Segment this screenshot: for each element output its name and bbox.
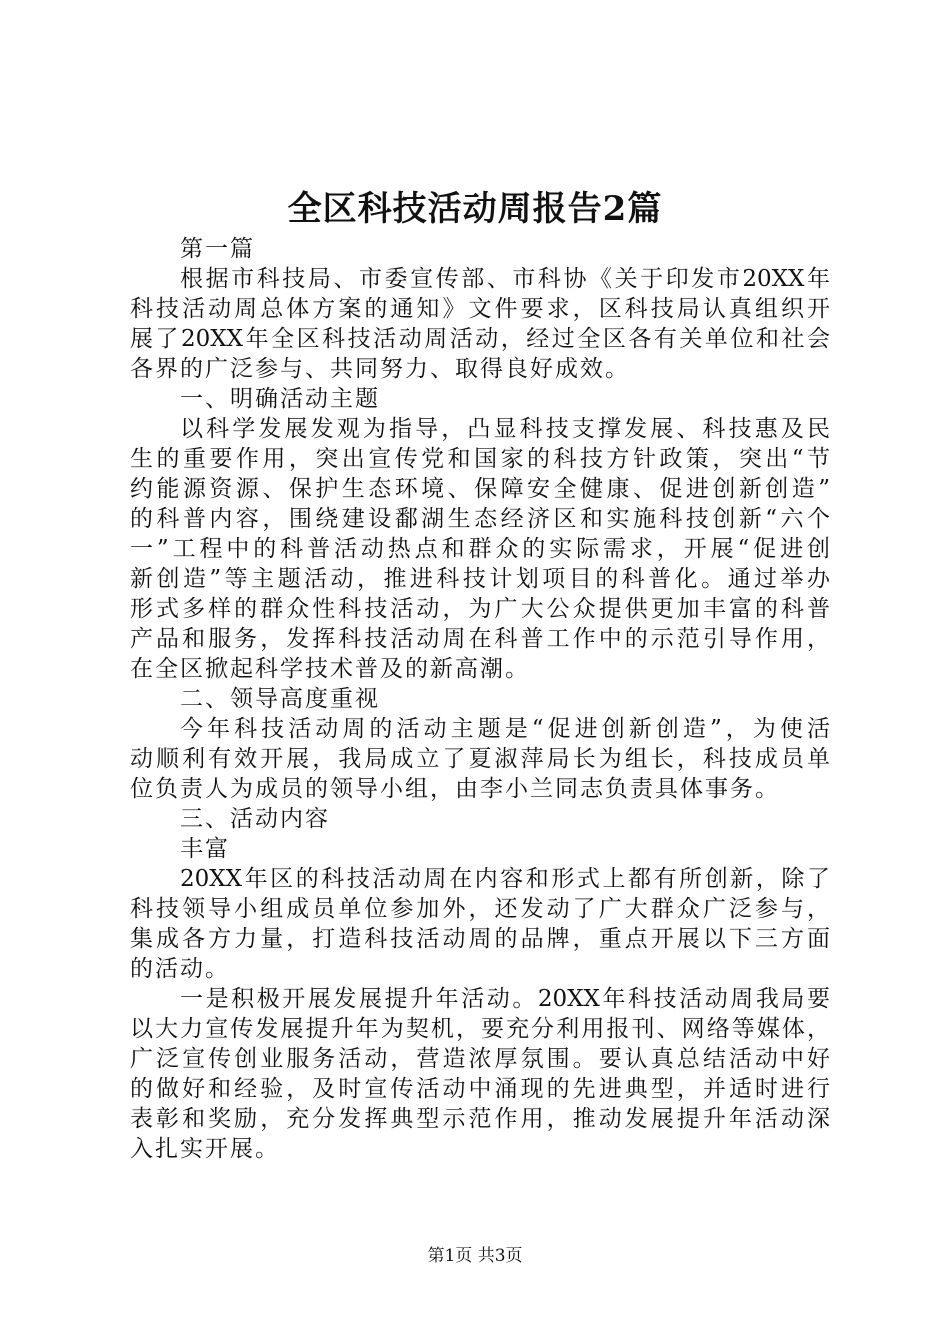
section-heading: 一、明确活动主题 [180, 386, 380, 412]
paragraph-line: 在全区掀起科学技术普及的新高潮。 [130, 656, 530, 682]
paragraph-line: 丰富 [180, 836, 230, 862]
document-body [130, 234, 830, 1164]
paragraph-line: 以大力宣传发展提升年为契机，要充分利用报刊、网络等媒体， [130, 1016, 830, 1042]
paragraph-line: 的科普内容，围绕建设鄱湖生态经济区和实施科技创新“六个 [130, 506, 830, 532]
section-heading: 三、活动内容 [180, 806, 330, 832]
paragraph-line: 生的重要作用，突出宣传党和国家的科技方针政策，突出“节 [130, 446, 830, 472]
paragraph-line: 各界的广泛参与、共同努力、取得良好成效。 [130, 356, 630, 382]
paragraph-line: 产品和服务，发挥科技活动周在科普工作中的示范引导作用， [130, 626, 830, 652]
paragraph-line: 今年科技活动周的活动主题是“促进创新创造”，为使活 [180, 716, 830, 742]
paragraph-line: 一”工程中的科普活动热点和群众的实际需求，开展“促进创 [130, 536, 830, 562]
paragraph-line: 以科学发展发观为指导，凸显科技支撑发展、科技惠及民 [180, 416, 830, 442]
page-footer: 第1页 共3页 [427, 1246, 523, 1266]
paragraph-line: 广泛宣传创业服务活动，营造浓厚氛围。要认真总结活动中好 [130, 1046, 830, 1072]
paragraph-line: 入扎实开展。 [130, 1136, 280, 1162]
paragraph-line: 一是积极开展发展提升年活动。20XX年科技活动周我局要 [180, 986, 830, 1012]
document-title: 全区科技活动周报告2篇 [287, 189, 663, 229]
paragraph-line: 动顺利有效开展，我局成立了夏淑萍局长为组长，科技成员单 [130, 746, 830, 772]
paragraph-line: 约能源资源、保护生态环境、保障安全健康、促进创新创造” [130, 476, 830, 502]
section-heading: 二、领导高度重视 [180, 686, 380, 712]
paragraph-line: 科技活动周总体方案的通知》文件要求，区科技局认真组织开 [130, 296, 830, 322]
paragraph-line: 科技领导小组成员单位参加外，还发动了广大群众广泛参与， [130, 896, 830, 922]
paragraph-line: 展了20XX年全区科技活动周活动，经过全区各有关单位和社会 [130, 326, 830, 352]
paragraph-line: 位负责人为成员的领导小组，由李小兰同志负责具体事务。 [130, 776, 780, 802]
paragraph-line: 表彰和奖励，充分发挥典型示范作用，推动发展提升年活动深 [130, 1106, 830, 1132]
section-heading: 第一篇 [180, 236, 255, 262]
paragraph-line: 的活动。 [130, 956, 230, 982]
paragraph-line: 集成各方力量，打造科技活动周的品牌，重点开展以下三方面 [130, 926, 830, 952]
paragraph-line: 新创造”等主题活动，推进科技计划项目的科普化。通过举办 [130, 566, 830, 592]
paragraph-line: 形式多样的群众性科技活动，为广大公众提供更加丰富的科普 [130, 596, 830, 622]
paragraph-line: 的做好和经验，及时宣传活动中涌现的先进典型，并适时进行 [130, 1076, 830, 1102]
paragraph-line: 20XX年区的科技活动周在内容和形式上都有所创新，除了 [180, 866, 830, 892]
paragraph-line: 根据市科技局、市委宣传部、市科协《关于印发市20XX年 [180, 266, 830, 292]
